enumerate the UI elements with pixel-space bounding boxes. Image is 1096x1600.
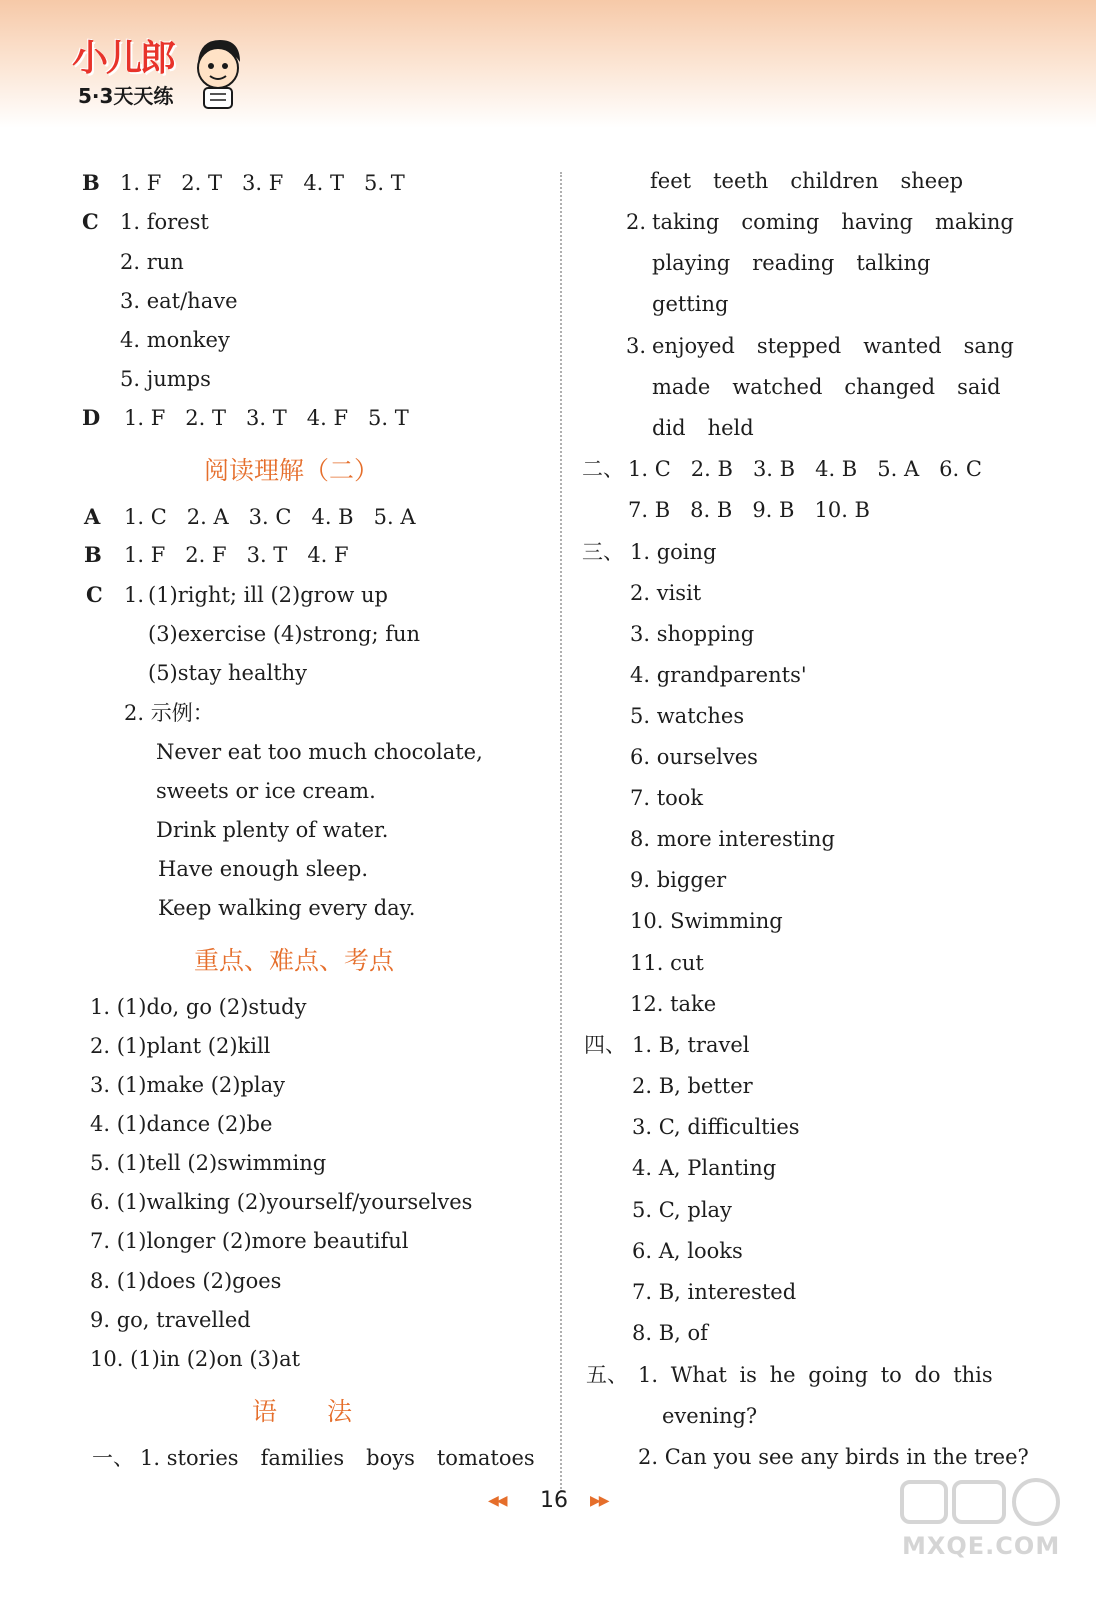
question-number: 2. xyxy=(626,210,647,234)
answer-word: tomatoes xyxy=(436,1446,535,1470)
answer-line: 3. C, difficulties xyxy=(632,1115,800,1139)
answer-word: enjoyed xyxy=(652,334,735,358)
answer-word: feet xyxy=(650,169,692,193)
section-label: D xyxy=(82,405,101,430)
answer-line: 8. B, of xyxy=(632,1321,708,1345)
answer: 1. F xyxy=(124,406,166,430)
answer-word: changed xyxy=(844,375,936,399)
answer-line: 1. forest xyxy=(120,210,209,234)
answer: 5. T xyxy=(364,171,405,195)
section-prefix: 三、 xyxy=(582,540,624,564)
answer: 4. B xyxy=(815,457,858,481)
answer-line: 3. (1)make (2)play xyxy=(90,1073,286,1097)
answer-row xyxy=(628,456,982,482)
answer: 5. T xyxy=(368,406,409,430)
section-heading: 语 法 xyxy=(252,1397,353,1426)
answer-row xyxy=(650,168,963,194)
column-divider xyxy=(560,172,562,1492)
answer: 3. F xyxy=(242,171,284,195)
answer-line: 9. bigger xyxy=(630,868,727,892)
watermark-icon xyxy=(898,1476,1070,1532)
answer-row xyxy=(652,291,728,317)
answer-line: evening? xyxy=(662,1404,758,1428)
answer-word: making xyxy=(934,210,1014,234)
brand-name: 小儿郎 xyxy=(72,38,175,79)
answer: 3. T xyxy=(246,543,288,567)
answer-line: 5. jumps xyxy=(120,367,211,391)
answer-line: Never eat too much chocolate, xyxy=(156,740,483,764)
answer: 2. A xyxy=(186,505,229,529)
answer-line: 10. (1)in (2)on (3)at xyxy=(90,1347,301,1371)
section-prefix: 一、 xyxy=(92,1446,134,1470)
answer-line: 2. 示例： xyxy=(124,701,214,725)
next-arrows-icon: ▶▶ xyxy=(590,1493,608,1509)
answer-row xyxy=(124,504,416,530)
answer-word: sang xyxy=(963,334,1014,358)
answer-row xyxy=(652,415,754,441)
watermark-text: MXQE.COM xyxy=(902,1532,1061,1560)
page-number: 16 xyxy=(540,1488,568,1513)
answer: 1. F xyxy=(124,543,166,567)
answer-line: 5. C, play xyxy=(632,1198,732,1222)
brand-logo xyxy=(72,30,272,114)
section-label: C xyxy=(86,582,103,607)
answer-word: watched xyxy=(732,375,823,399)
answer-line: 7. (1)longer (2)more beautiful xyxy=(90,1229,409,1253)
answer-line: 2. visit xyxy=(630,581,702,605)
answer-word: children xyxy=(790,169,879,193)
answer-row xyxy=(124,542,349,568)
answer-line: 1. What is he going to do this xyxy=(638,1363,993,1387)
question-number: 3. xyxy=(626,334,647,358)
section-label: A xyxy=(84,504,101,529)
answer: 3. B xyxy=(752,457,796,481)
section-prefix: 二、 xyxy=(582,457,624,481)
answer-line: 11. cut xyxy=(630,951,704,975)
answer-line: 6. A, looks xyxy=(632,1239,743,1263)
question-number: 1. xyxy=(124,583,145,607)
watermark-logo xyxy=(898,1476,1070,1560)
answer-line: Drink plenty of water. xyxy=(156,818,389,842)
answer: 10. B xyxy=(814,498,870,522)
answer: 8. B xyxy=(690,498,733,522)
answer-row xyxy=(124,405,409,431)
answer-row xyxy=(652,333,1014,359)
answer-line: 2. B, better xyxy=(632,1074,753,1098)
series-name: 5·3天天练 xyxy=(78,84,174,108)
answer-line: 4. A, Planting xyxy=(632,1156,777,1180)
question-number: 1. xyxy=(140,1446,161,1470)
answer-line: 4. (1)dance (2)be xyxy=(90,1112,273,1136)
answer: 4. T xyxy=(303,171,345,195)
answer-word: talking xyxy=(856,251,931,275)
answer: 9. B xyxy=(752,498,795,522)
answer-line: Have enough sleep. xyxy=(158,857,369,881)
answer: 2. F xyxy=(185,543,227,567)
answer: 2. T xyxy=(185,406,227,430)
answer: 2. B xyxy=(690,457,733,481)
answer-line: 9. go, travelled xyxy=(90,1308,251,1332)
answer-line: 1. (1)do, go (2)study xyxy=(90,995,307,1019)
answer: 1. C xyxy=(628,457,671,481)
answer-line: 5. (1)tell (2)swimming xyxy=(90,1151,327,1175)
prev-arrows-icon: ◀◀ xyxy=(488,1493,506,1509)
answer: 7. B xyxy=(628,498,671,522)
answer-line: 10. Swimming xyxy=(630,909,783,933)
answer-line: (5)stay healthy xyxy=(148,661,308,685)
answer-word: said xyxy=(957,375,1001,399)
answer-line: 6. (1)walking (2)yourself/yourselves xyxy=(90,1190,473,1214)
answer-word: teeth xyxy=(713,169,769,193)
answer: 3. T xyxy=(246,406,287,430)
answer-line: 8. (1)does (2)goes xyxy=(90,1269,282,1293)
answer-line: 3. shopping xyxy=(630,622,755,646)
answer-word: did xyxy=(652,416,686,440)
answer-word: stepped xyxy=(756,334,842,358)
answer: 5. A xyxy=(877,457,920,481)
answer-word: sheep xyxy=(900,169,964,193)
answer-line: 6. ourselves xyxy=(630,745,758,769)
answer-word: coming xyxy=(741,210,820,234)
answer-row xyxy=(628,497,870,523)
answer: 4. F xyxy=(306,406,349,430)
answer: 1. C xyxy=(124,505,167,529)
answer-word: getting xyxy=(652,292,729,316)
answer: 4. B xyxy=(311,505,354,529)
answer-line: 2. Can you see any birds in the tree? xyxy=(638,1445,1029,1469)
answer-line: Keep walking every day. xyxy=(158,896,416,920)
answer-line: 3. eat/have xyxy=(120,289,238,313)
answer-line: 1. B, travel xyxy=(632,1033,750,1057)
section-label: B xyxy=(82,170,100,195)
answer-word: taking xyxy=(652,210,720,234)
answer: 5. A xyxy=(373,505,416,529)
answer-line: 4. grandparents' xyxy=(630,663,807,687)
answer-row xyxy=(120,170,405,196)
answer: 4. F xyxy=(307,543,349,567)
answer-line: 5. watches xyxy=(630,704,745,728)
answer-word: playing xyxy=(652,251,731,275)
answer-row xyxy=(652,209,1014,235)
answer-line: 7. took xyxy=(630,786,704,810)
answer-line: (1)right; ill (2)grow up xyxy=(148,583,388,607)
section-prefix: 五、 xyxy=(586,1363,628,1387)
answer-line: 12. take xyxy=(630,992,717,1016)
section-prefix: 四、 xyxy=(584,1033,626,1057)
answer-line: 7. B, interested xyxy=(632,1280,797,1304)
answer: 1. F xyxy=(120,171,162,195)
answer-word: reading xyxy=(752,251,835,275)
answer-line: (3)exercise (4)strong; fun xyxy=(148,622,421,646)
answer: 6. C xyxy=(939,457,982,481)
answer-word: having xyxy=(841,210,913,234)
answer-line: 2. run xyxy=(120,250,184,274)
answer-word: families xyxy=(260,1446,345,1470)
section-heading: 重点、难点、考点 xyxy=(194,946,395,975)
answer: 3. C xyxy=(248,505,292,529)
section-heading: 阅读理解（二） xyxy=(204,456,380,485)
answer-line: 8. more interesting xyxy=(630,827,835,851)
answer-row xyxy=(140,1445,535,1471)
answer-word: made xyxy=(652,375,711,399)
answer-word: wanted xyxy=(863,334,942,358)
section-label: B xyxy=(84,542,102,567)
answer-line: 2. (1)plant (2)kill xyxy=(90,1034,271,1058)
answer-word: held xyxy=(707,416,754,440)
mascot-icon xyxy=(190,36,246,110)
answer-line: 1. going xyxy=(630,540,717,564)
answer-word: stories xyxy=(166,1446,239,1470)
section-label: C xyxy=(82,209,99,234)
answer-row xyxy=(652,374,1001,400)
answer-row xyxy=(652,250,930,276)
answer-word: boys xyxy=(366,1446,415,1470)
answer-line: 4. monkey xyxy=(120,328,230,352)
answer: 2. T xyxy=(181,171,223,195)
answer-line: sweets or ice cream. xyxy=(156,779,376,803)
